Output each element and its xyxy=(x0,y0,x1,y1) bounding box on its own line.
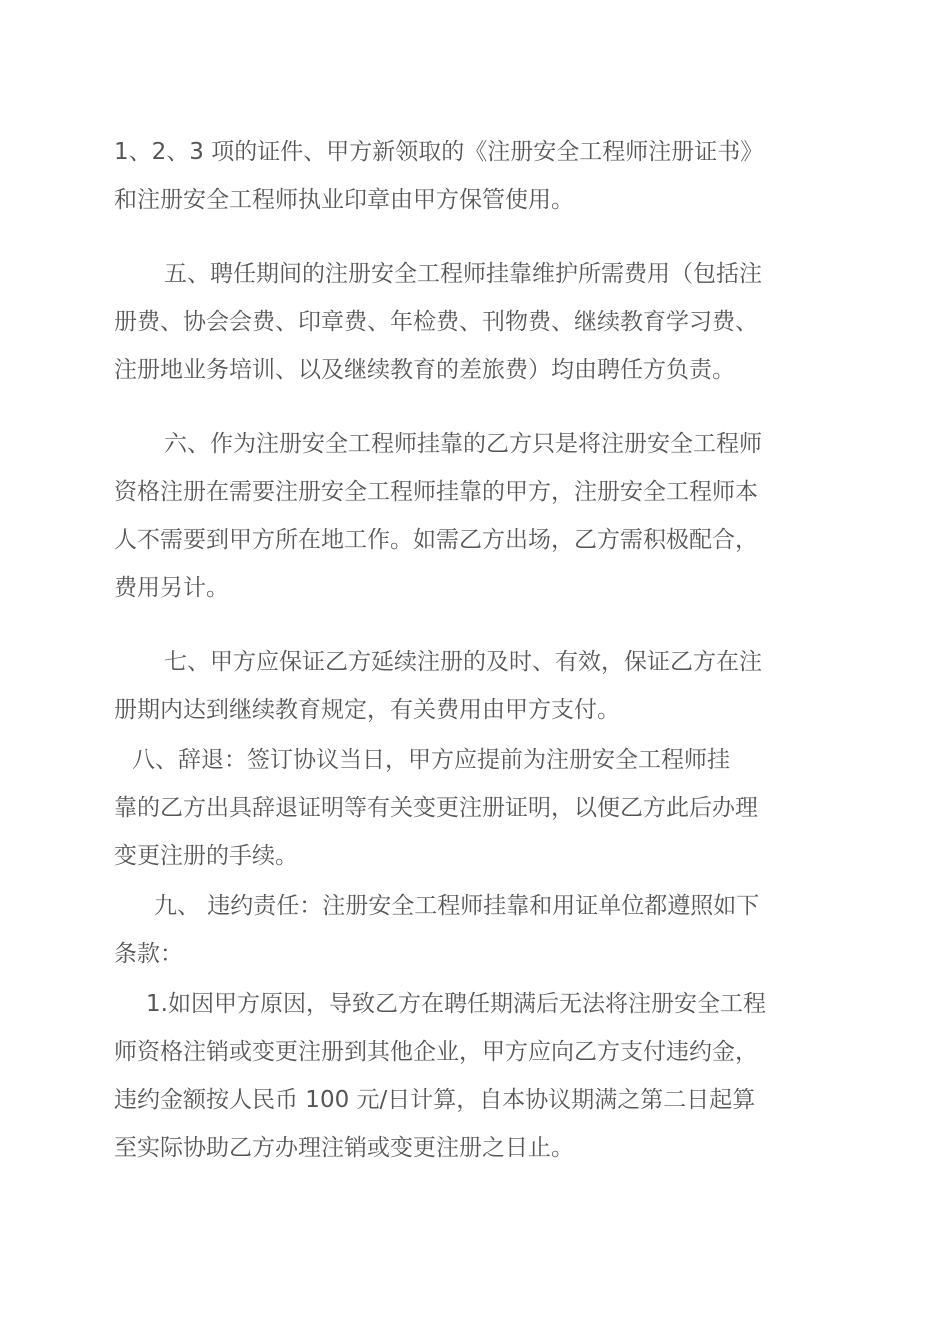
text-line: 八、辞退：签订协议当日，甲方应提前为注册安全工程师挂 xyxy=(132,747,730,773)
paragraph-clause-7 xyxy=(114,638,834,734)
paragraph-certificates xyxy=(114,128,834,224)
text-line: 五、聘任期间的注册安全工程师挂靠维护所需费用（包括注 xyxy=(164,261,762,287)
text-line: 变更注册的手续。 xyxy=(114,843,298,869)
paragraph-clause-6 xyxy=(114,420,834,612)
paragraph-clause-8 xyxy=(114,736,834,880)
text-line: 靠的乙方出具辞退证明等有关变更注册证明，以便乙方此后办理 xyxy=(114,795,758,821)
text-line: 违约金额按人民币 100 元/日计算，自本协议期满之第二日起算 xyxy=(114,1087,756,1113)
paragraph-clause-5 xyxy=(114,250,834,394)
text-line: 注册地业务培训、以及继续教育的差旅费）均由聘任方负责。 xyxy=(114,357,735,383)
text-line: 1、2、3 项的证件、甲方新领取的《注册安全工程师注册证书》 xyxy=(114,139,764,165)
text-line: 资格注册在需要注册安全工程师挂靠的甲方，注册安全工程师本 xyxy=(114,479,758,505)
text-line: 六、作为注册安全工程师挂靠的乙方只是将注册安全工程师 xyxy=(164,431,762,457)
paragraph-clause-9-item-1 xyxy=(114,980,834,1172)
text-line: 师资格注销或变更注册到其他企业，甲方应向乙方支付违约金， xyxy=(114,1039,758,1065)
text-line: 1.如因甲方原因，导致乙方在聘任期满后无法将注册安全工程 xyxy=(146,991,766,1017)
text-line: 册期内达到继续教育规定，有关费用由甲方支付。 xyxy=(114,697,620,723)
text-line: 册费、协会会费、印章费、年检费、刊物费、继续教育学习费、 xyxy=(114,309,758,335)
paragraph-clause-9 xyxy=(114,882,834,978)
text-line: 九、 违约责任：注册安全工程师挂靠和用证单位都遵照如下 xyxy=(154,893,760,919)
text-line: 人不需要到甲方所在地工作。如需乙方出场，乙方需积极配合， xyxy=(114,527,758,553)
text-line: 和注册安全工程师执业印章由甲方保管使用。 xyxy=(114,187,574,213)
text-line: 至实际协助乙方办理注销或变更注册之日止。 xyxy=(114,1135,574,1161)
text-line: 费用另计。 xyxy=(114,575,229,601)
document-page xyxy=(114,128,834,1172)
text-line: 条款： xyxy=(114,941,183,967)
text-line: 七、甲方应保证乙方延续注册的及时、有效，保证乙方在注 xyxy=(164,649,762,675)
